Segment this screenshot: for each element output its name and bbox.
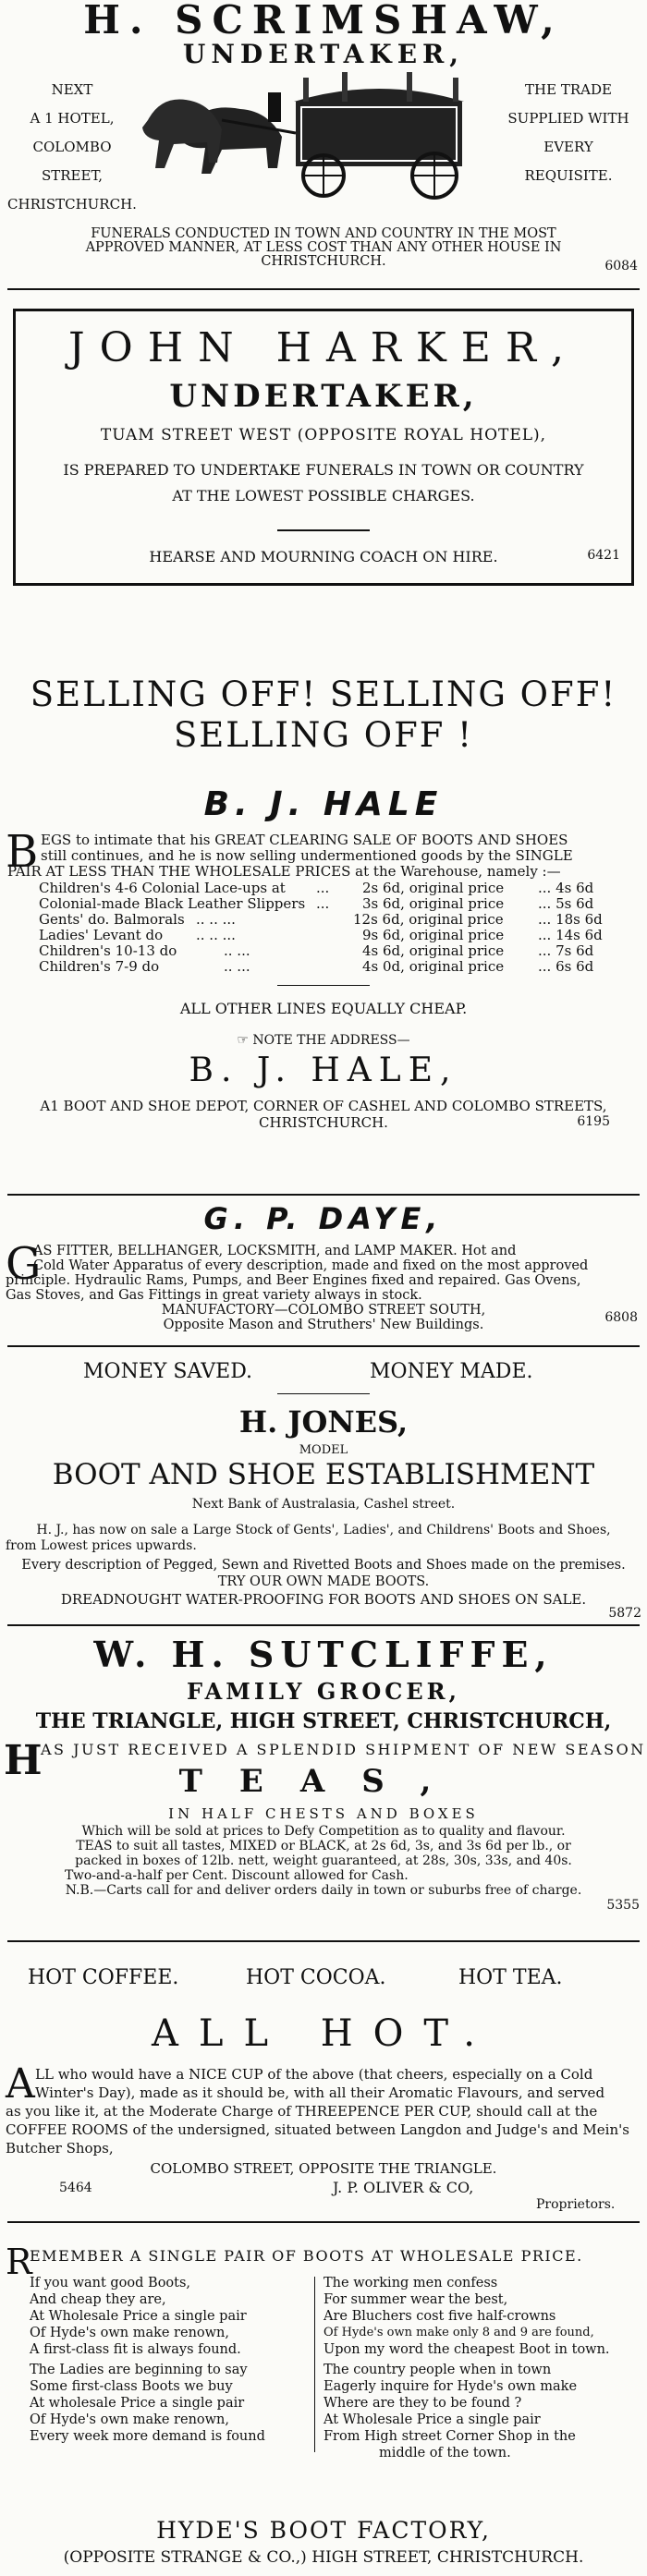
short-rule <box>277 985 370 986</box>
divider-rule <box>7 1194 640 1196</box>
poem-line: Of Hyde's own make only 8 and 9 are found, <box>324 2326 594 2339</box>
poem-line: At wholesale Price a single pair <box>30 2396 245 2411</box>
oliver-street: COLOMBO STREET, OPPOSITE THE TRIANGLE. <box>150 2160 497 2177</box>
item-original-price: ... 7s 6d <box>538 942 594 959</box>
poem-line: If you want good Boots, <box>30 2276 191 2290</box>
hale-other-lines: ALL OTHER LINES EQUALLY CHEAP. <box>179 1000 468 1017</box>
poem-line: Upon my word the cheapest Boot in town. <box>324 2342 610 2357</box>
poem-line: middle of the town. <box>379 2446 511 2461</box>
hyde-factory-name: HYDE'S BOOT FACTORY, <box>156 2517 491 2544</box>
jones-money-saved: MONEY SAVED. <box>83 1360 253 1383</box>
item-price: 9s 6d, original price <box>362 927 505 943</box>
item-original-price: ... 6s 6d <box>538 958 594 975</box>
sutcliffe-name: W. H. SUTCLIFFE, <box>93 1634 554 1675</box>
sutcliffe-shipment: AS JUST RECEIVED A SPLENDID SHIPMENT OF NEW SEASON <box>41 1741 646 1758</box>
hyde-headline: EMEMBER A SINGLE PAIR OF BOOTS AT WHOLESALE PRICE. <box>30 2247 583 2265</box>
item-dots: .. .. ... <box>196 927 236 943</box>
hale-drop-cap: B <box>6 826 39 878</box>
oliver-line: LL who would have a NICE CUP of the above (that cheers, especially on a Cold <box>35 2066 593 2083</box>
jones-model: MODEL <box>299 1443 348 1457</box>
item-dots: .. .. ... <box>196 911 236 928</box>
jones-ad-number: 5872 <box>608 1606 641 1621</box>
sutcliffe-address: THE TRIANGLE, HIGH STREET, CHRISTCHURCH, <box>35 1709 612 1733</box>
hale-intro-line: EGS to intimate that his GREAT CLEARING SALE OF BOOTS AND SHOES <box>41 832 568 848</box>
jones-money-made: MONEY MADE. <box>370 1360 533 1383</box>
daye-manufactory: MANUFACTORY—COLOMBO STREET SOUTH, <box>161 1303 486 1318</box>
hyde-poem-left <box>30 2275 307 2445</box>
daye-ad-number: 6808 <box>604 1310 638 1325</box>
poem-line: Are Bluchers cost five half-crowns <box>324 2309 556 2324</box>
poem-line: The Ladies are beginning to say <box>30 2363 248 2377</box>
sutcliffe-line: Two-and-a-half per Cent. Discount allowed for Cash. <box>65 1868 409 1883</box>
poem-line: Eagerly inquire for Hyde's own make <box>324 2379 578 2394</box>
harker-trade: UNDERTAKER, <box>169 378 478 415</box>
item-price: 3s 6d, original price <box>362 895 505 912</box>
scrimshaw-body-line: FUNERALS CONDUCTED IN TOWN AND COUNTRY IN THE MOST <box>91 226 556 241</box>
hyde-advert <box>0 2229 647 2576</box>
hearse-illustration <box>129 65 490 203</box>
scrimshaw-advert <box>0 0 647 294</box>
poem-line: Of Hyde's own make renown, <box>30 2412 229 2427</box>
scrimshaw-right-column <box>499 76 638 190</box>
daye-opposite: Opposite Mason and Struthers' New Buildings. <box>163 1318 484 1332</box>
scrimshaw-left-line: A 1 HOTEL, <box>30 110 115 127</box>
scrimshaw-right-line: THE TRADE <box>525 81 612 98</box>
oliver-hot-tea: HOT TEA. <box>458 1966 563 1989</box>
hale-city: CHRISTCHURCH. <box>259 1114 388 1131</box>
daye-line: Gas Stoves, and Gas Fittings in great variety always in stock. <box>6 1288 422 1303</box>
oliver-signature: J. P. OLIVER & CO, <box>333 2179 474 2196</box>
item-dots: ... <box>316 895 330 912</box>
item-original-price: ... 4s 6d <box>538 880 594 896</box>
pointing-hand-icon: ☞ <box>237 1033 253 1048</box>
scrimshaw-body-line: CHRISTCHURCH. <box>261 254 386 269</box>
scrimshaw-right-line: SUPPLIED WITH <box>507 110 629 127</box>
oliver-drop-cap: A <box>6 2060 35 2108</box>
hale-intro-line: still continues, and he is now selling undermentioned goods by the SINGLE <box>41 847 573 864</box>
daye-logo: G. P. DAYE, <box>203 1201 444 1236</box>
item-price: 4s 6d, original price <box>362 942 505 959</box>
harker-line1: IS PREPARED TO UNDERTAKE FUNERALS IN TOWN OR COUNTRY <box>63 461 584 479</box>
hale-advert <box>0 656 647 1155</box>
scrimshaw-right-line: EVERY <box>543 139 593 155</box>
jones-body-line: H. J., has now on sale a Large Stock of Gents', Ladies', and Childrens' Boots and Shoes, <box>36 1523 611 1537</box>
item-original-price: ... 14s 6d <box>538 927 603 943</box>
scrimshaw-left-column <box>7 76 137 219</box>
sutcliffe-line: Which will be sold at prices to Defy Competition as to quality and flavour. <box>81 1824 566 1839</box>
jones-try: TRY OUR OWN MADE BOOTS. <box>217 1574 430 1589</box>
short-rule <box>277 529 370 531</box>
jones-body-line: Every description of Pegged, Sewn and Rivetted Boots and Shoes made on the premises. <box>21 1558 626 1573</box>
hale-note <box>0 1033 647 1048</box>
harker-address: TUAM STREET WEST (OPPOSITE ROYAL HOTEL), <box>100 426 547 444</box>
oliver-hot-cocoa: HOT COCOA. <box>246 1966 386 1989</box>
divider-rule <box>7 288 640 290</box>
scrimshaw-right-line: REQUISITE. <box>524 167 613 184</box>
jones-establishment: BOOT AND SHOE ESTABLISHMENT <box>52 1458 595 1491</box>
hale-ad-number: 6195 <box>577 1114 610 1129</box>
poem-line: Some first-class Boots we buy <box>30 2379 233 2394</box>
hale-address: A1 BOOT AND SHOE DEPOT, CORNER OF CASHEL AND COLOMBO STREETS, <box>40 1098 607 1114</box>
hale-headline-line: SELLING OFF ! <box>173 715 474 755</box>
daye-line: principle. Hydraulic Rams, Pumps, and Beer Engines fixed and repaired. Gas Ovens, <box>6 1273 581 1288</box>
item-price: 2s 6d, original price <box>362 880 505 896</box>
oliver-advert <box>0 1948 647 2225</box>
sutcliffe-ad-number: 5355 <box>606 1898 640 1913</box>
item-price: 4s 0d, original price <box>362 958 505 975</box>
item-name: Children's 10-13 do <box>39 942 177 959</box>
oliver-ad-number: 5464 <box>59 2181 92 2195</box>
oliver-line: as you like it, at the Moderate Charge of THREEPENCE PER CUP, should call at the <box>6 2103 598 2120</box>
poem-line: For summer wear the best, <box>324 2292 508 2307</box>
poem-line: The country people when in town <box>324 2363 552 2377</box>
sutcliffe-teas: TEAS, <box>178 1763 469 1800</box>
divider-rule <box>7 2221 640 2223</box>
hale-name: B. J. HALE, <box>189 1051 458 1089</box>
harker-ad-number: 6421 <box>587 548 620 563</box>
oliver-all-hot: ALL HOT. <box>152 2012 495 2055</box>
poem-line: Of Hyde's own make renown, <box>30 2326 229 2340</box>
item-original-price: ... 5s 6d <box>538 895 594 912</box>
item-name: Colonial-made Black Leather Slippers <box>39 895 306 912</box>
hale-headline <box>0 674 647 756</box>
poem-line: And cheap they are, <box>30 2292 166 2307</box>
scrimshaw-left-line: NEXT <box>51 81 93 98</box>
scrimshaw-body <box>0 227 647 269</box>
poem-line: Where are they to be found ? <box>324 2396 522 2411</box>
harker-advert <box>13 309 634 586</box>
harker-line2: AT THE LOWEST POSSIBLE CHARGES. <box>172 487 475 504</box>
hale-note-text: NOTE THE ADDRESS— <box>252 1033 410 1048</box>
harker-hearse: HEARSE AND MOURNING COACH ON HIRE. <box>149 548 498 565</box>
jones-advert <box>0 1353 647 1630</box>
jones-location: Next Bank of Australasia, Cashel street. <box>191 1497 456 1512</box>
divider-rule <box>7 1345 640 1347</box>
jones-waterproofing: DREADNOUGHT WATER-PROOFING FOR BOOTS AND SHOES ON SALE. <box>60 1591 587 1608</box>
scrimshaw-ad-number: 6084 <box>604 259 638 273</box>
sutcliffe-line: TEAS to suit all tastes, MIXED or BLACK, at 2s 6d, 3s, and 3s 6d per lb., or <box>76 1839 571 1853</box>
item-dots: ... <box>316 880 330 896</box>
short-rule <box>277 1393 370 1394</box>
item-name: Children's 4-6 Colonial Lace-ups at <box>39 880 286 896</box>
item-original-price: ... 18s 6d <box>538 911 603 928</box>
scrimshaw-name: H. SCRIMSHAW, <box>83 0 564 43</box>
scrimshaw-body-line: APPROVED MANNER, AT LESS COST THAN ANY OTHER HOUSE IN <box>85 240 562 255</box>
oliver-line: COFFEE ROOMS of the undersigned, situated between Langdon and Judge's and Mein's <box>6 2121 629 2138</box>
hale-intro-line: PAIR AT LESS THAN THE WHOLESALE PRICES at the Warehouse, namely :— <box>7 863 561 880</box>
jones-name: H. JONES, <box>238 1404 409 1440</box>
sutcliffe-line: packed in boxes of 12lb. nett, weight guaranteed, at 28s, 30s, 33s, and 40s. <box>75 1853 572 1868</box>
sutcliffe-trade: FAMILY GROCER, <box>187 1678 460 1705</box>
poem-line: At Wholesale Price a single pair <box>324 2412 541 2427</box>
daye-advert <box>0 1201 647 1331</box>
daye-line: Cold Water Apparatus of every description, made and fixed on the most approved <box>33 1258 589 1273</box>
scrimshaw-left-line: COLOMBO STREET, <box>32 139 112 184</box>
item-price: 12s 6d, original price <box>353 911 504 928</box>
item-dots: .. ... <box>224 942 250 959</box>
daye-line: AS FITTER, BELLHANGER, LOCKSMITH, and LAMP MAKER. Hot and <box>33 1244 517 1258</box>
daye-drop-cap: G <box>6 1238 42 1290</box>
harker-name: JOHN HARKER, <box>68 324 579 371</box>
hyde-address: (OPPOSITE STRANGE & CO.,) HIGH STREET, CHRISTCHURCH. <box>63 2548 584 2567</box>
poem-line: At Wholesale Price a single pair <box>30 2309 247 2324</box>
poem-line: Every week more demand is found <box>30 2429 265 2444</box>
poem-line: A first-class fit is always found. <box>30 2342 241 2357</box>
item-dots: .. ... <box>224 958 250 975</box>
scrimshaw-trade: UNDERTAKER, <box>182 39 465 69</box>
item-name: Gents' do. Balmorals <box>39 911 185 928</box>
poem-line: From High street Corner Shop in the <box>324 2429 576 2444</box>
sutcliffe-advert <box>0 1628 647 1933</box>
hyde-poem-right <box>324 2275 642 2461</box>
sutcliffe-drop-cap: H <box>4 1737 43 1784</box>
hale-logo: B. J. HALE <box>203 785 444 823</box>
oliver-line: Butcher Shops, <box>6 2140 114 2157</box>
sutcliffe-chests: IN HALF CHESTS AND BOXES <box>168 1805 479 1822</box>
divider-rule <box>7 1624 640 1626</box>
oliver-line: Winter's Day), made as it should be, with all their Aromatic Flavours, and served <box>35 2084 605 2101</box>
hale-headline-line: SELLING OFF! SELLING OFF! <box>30 674 617 714</box>
jones-body-line: from Lowest prices upwards. <box>6 1538 197 1553</box>
item-name: Children's 7-9 do <box>39 958 160 975</box>
divider-rule <box>7 1940 640 1942</box>
oliver-hot-coffee: HOT COFFEE. <box>28 1966 179 1989</box>
poem-column-divider <box>314 2277 315 2452</box>
poem-line: The working men confess <box>324 2276 498 2290</box>
sutcliffe-line: N.B.—Carts call for and deliver orders daily in town or suburbs free of charge. <box>65 1883 582 1898</box>
scrimshaw-left-line: CHRISTCHURCH. <box>7 196 137 213</box>
hyde-drop-cap: R <box>6 2242 32 2282</box>
oliver-proprietors: Proprietors. <box>536 2197 616 2212</box>
item-name: Ladies' Levant do <box>39 927 164 943</box>
